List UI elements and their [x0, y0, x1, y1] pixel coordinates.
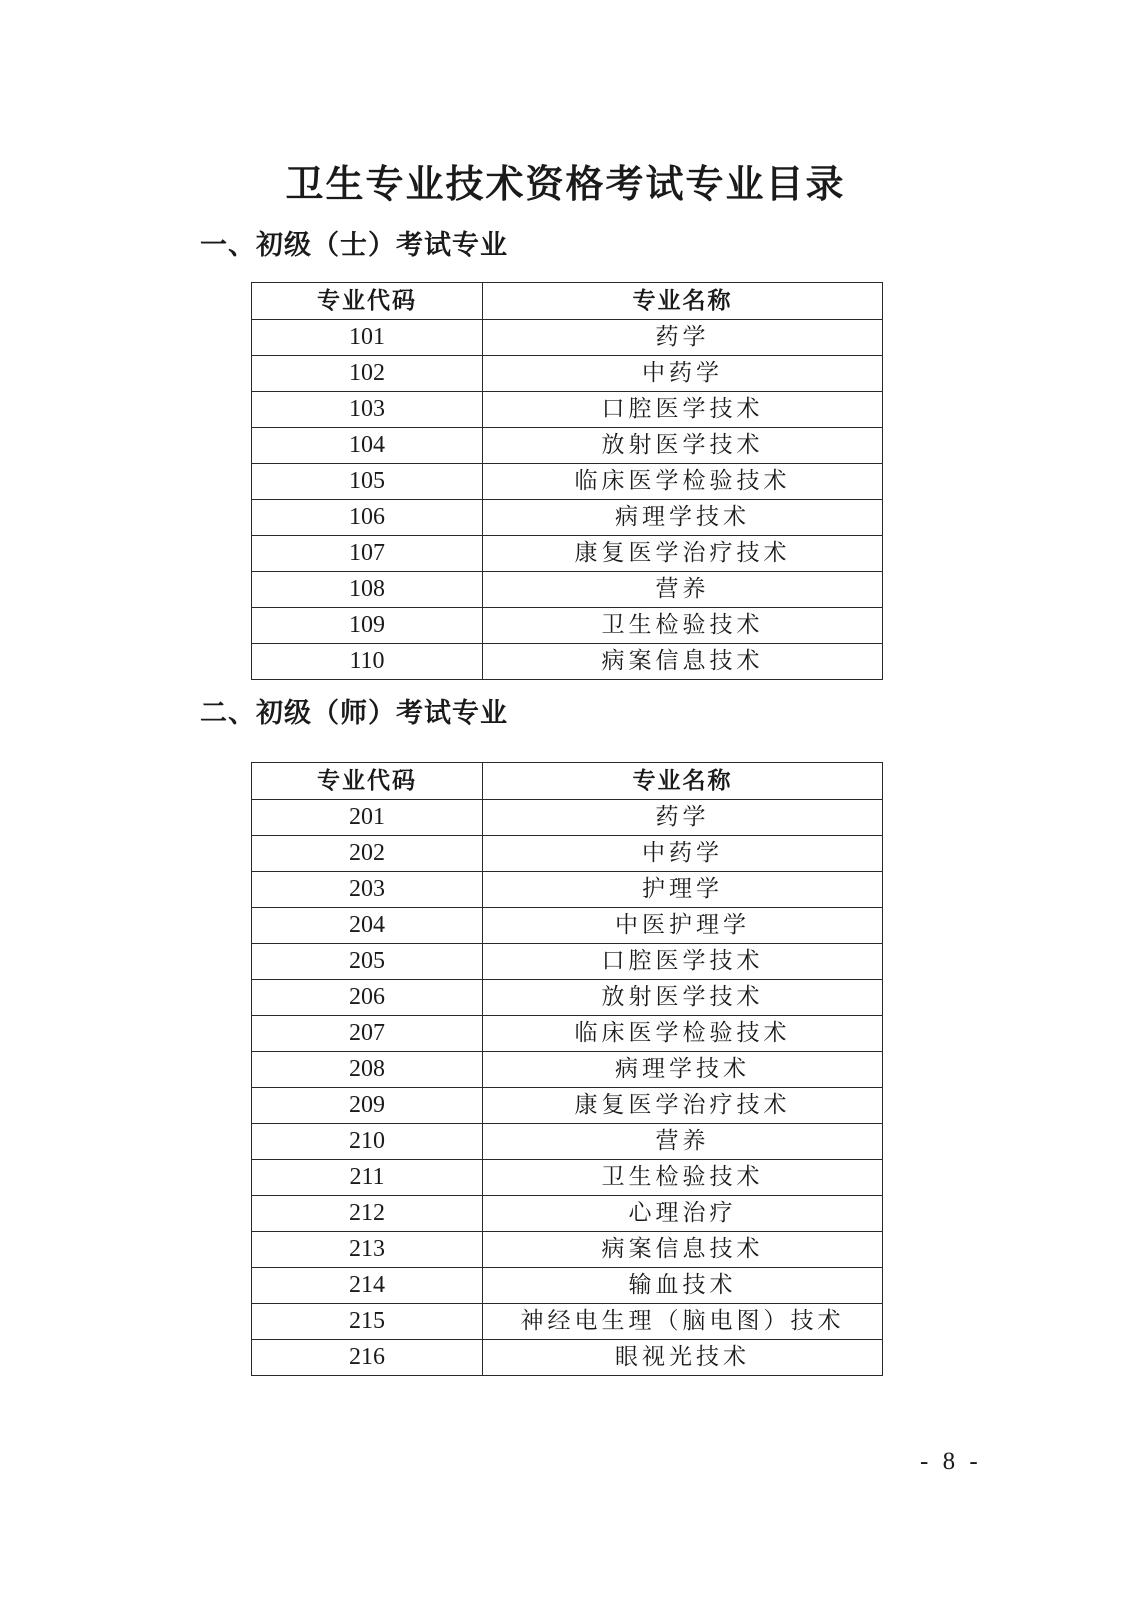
table-row: [252, 1268, 883, 1304]
table-row: [252, 428, 883, 464]
major-code-cell: 103: [252, 392, 483, 428]
major-name-cell: 放射医学技术: [483, 980, 883, 1016]
major-name-cell: 心理治疗: [483, 1196, 883, 1232]
major-name-cell: 中药学: [483, 836, 883, 872]
table-row: [252, 1196, 883, 1232]
major-name-cell: 中药学: [483, 356, 883, 392]
major-name-cell: 眼视光技术: [483, 1340, 883, 1376]
major-name-cell: 临床医学检验技术: [483, 464, 883, 500]
major-name-cell: 口腔医学技术: [483, 944, 883, 980]
major-code-cell: 207: [252, 1016, 483, 1052]
major-name-cell: 输血技术: [483, 1268, 883, 1304]
major-code-cell: 108: [252, 572, 483, 608]
major-code-cell: 101: [252, 320, 483, 356]
major-name-cell: 卫生检验技术: [483, 1160, 883, 1196]
major-code-cell: 102: [252, 356, 483, 392]
major-code-cell: 104: [252, 428, 483, 464]
major-code-cell: 211: [252, 1160, 483, 1196]
table-row: [252, 320, 883, 356]
major-name-cell: 口腔医学技术: [483, 392, 883, 428]
table-row: [252, 1052, 883, 1088]
major-code-cell: 209: [252, 1088, 483, 1124]
major-name-cell: 病理学技术: [483, 500, 883, 536]
major-code-cell: 208: [252, 1052, 483, 1088]
table-header-row: [252, 283, 883, 320]
major-code-cell: 105: [252, 464, 483, 500]
major-name-cell: 病案信息技术: [483, 1232, 883, 1268]
column-header-name: 专业名称: [483, 763, 883, 800]
major-code-cell: 214: [252, 1268, 483, 1304]
section-heading-primary-shi: 一、初级（士）考试专业: [200, 230, 508, 261]
major-code-cell: 110: [252, 644, 483, 680]
column-header-name: 专业名称: [483, 283, 883, 320]
table-row: [252, 1160, 883, 1196]
major-code-cell: 213: [252, 1232, 483, 1268]
table-row: [252, 1304, 883, 1340]
table-row: [252, 392, 883, 428]
page-title: 卫生专业技术资格考试专业目录: [285, 162, 846, 206]
major-name-cell: 药学: [483, 320, 883, 356]
table-row: [252, 980, 883, 1016]
table-row: [252, 644, 883, 680]
table-row: [252, 500, 883, 536]
major-name-cell: 药学: [483, 800, 883, 836]
table-row: [252, 608, 883, 644]
major-table-primary-shi-2: [251, 762, 883, 1376]
major-table-primary-shi: [251, 282, 883, 680]
major-code-cell: 216: [252, 1340, 483, 1376]
major-name-cell: 临床医学检验技术: [483, 1016, 883, 1052]
column-header-code: 专业代码: [252, 763, 483, 800]
major-name-cell: 病案信息技术: [483, 644, 883, 680]
major-code-cell: 205: [252, 944, 483, 980]
table-row: [252, 464, 883, 500]
table-row: [252, 536, 883, 572]
table-header-row: [252, 763, 883, 800]
major-code-cell: 203: [252, 872, 483, 908]
table-row: [252, 572, 883, 608]
major-code-cell: 204: [252, 908, 483, 944]
major-code-cell: 201: [252, 800, 483, 836]
major-name-cell: 中医护理学: [483, 908, 883, 944]
table-row: [252, 1016, 883, 1052]
major-name-cell: 神经电生理（脑电图）技术: [483, 1304, 883, 1340]
major-name-cell: 营养: [483, 572, 883, 608]
table-row: [252, 944, 883, 980]
table-row: [252, 836, 883, 872]
major-name-cell: 病理学技术: [483, 1052, 883, 1088]
major-code-cell: 210: [252, 1124, 483, 1160]
major-name-cell: 康复医学治疗技术: [483, 536, 883, 572]
major-code-cell: 202: [252, 836, 483, 872]
column-header-code: 专业代码: [252, 283, 483, 320]
major-code-cell: 107: [252, 536, 483, 572]
major-code-cell: 215: [252, 1304, 483, 1340]
table-row: [252, 356, 883, 392]
table-row: [252, 1124, 883, 1160]
major-code-cell: 206: [252, 980, 483, 1016]
table-row: [252, 872, 883, 908]
major-code-cell: 212: [252, 1196, 483, 1232]
table-row: [252, 908, 883, 944]
major-code-cell: 106: [252, 500, 483, 536]
major-name-cell: 放射医学技术: [483, 428, 883, 464]
page-number: - 8 -: [920, 1448, 982, 1475]
table-row: [252, 1340, 883, 1376]
table-row: [252, 1232, 883, 1268]
major-name-cell: 护理学: [483, 872, 883, 908]
major-name-cell: 卫生检验技术: [483, 608, 883, 644]
major-code-cell: 109: [252, 608, 483, 644]
table-row: [252, 800, 883, 836]
table-row: [252, 1088, 883, 1124]
section-heading-primary-shi-2: 二、初级（师）考试专业: [200, 698, 508, 729]
major-name-cell: 康复医学治疗技术: [483, 1088, 883, 1124]
major-name-cell: 营养: [483, 1124, 883, 1160]
